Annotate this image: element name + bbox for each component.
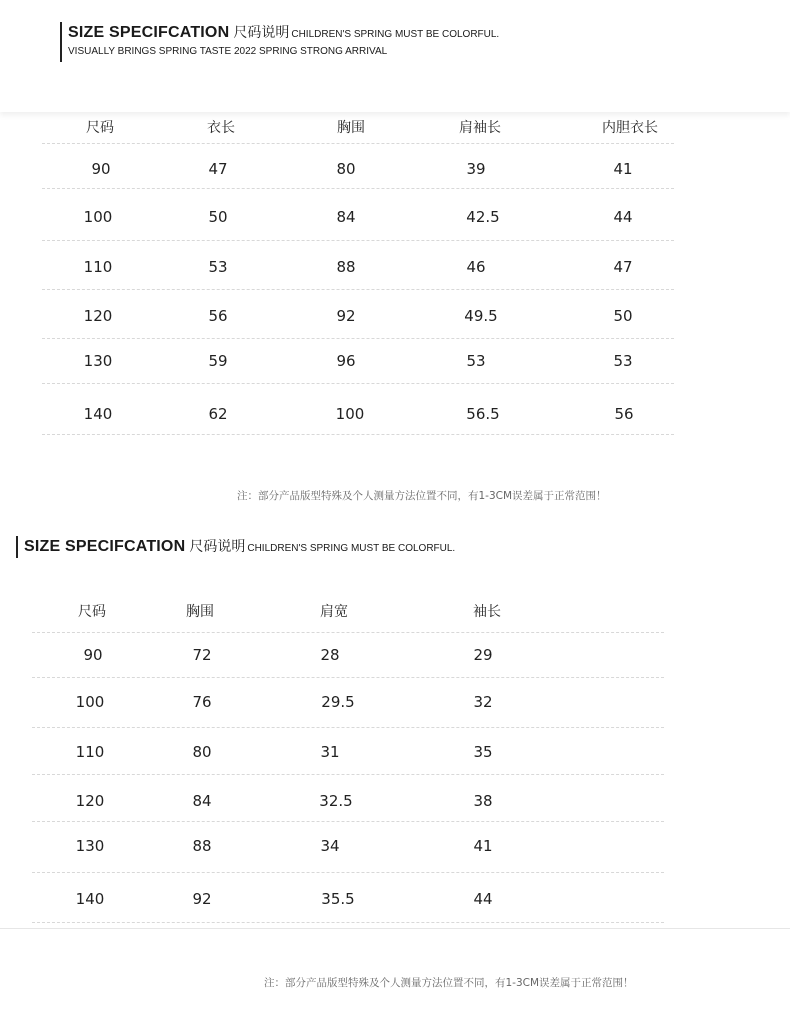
column-header: 袖长 <box>473 604 501 620</box>
table-cell: 100 <box>335 405 365 423</box>
table-cell: 38 <box>473 792 493 810</box>
section1-title-cn: 尺码说明 <box>233 25 290 41</box>
section2-tagline: CHILDREN'S SPRING MUST BE COLORFUL. <box>247 543 456 554</box>
table-cell: 53 <box>613 352 633 370</box>
table-cell: 100 <box>83 208 113 226</box>
table-cell: 90 <box>91 160 111 178</box>
table-cell: 80 <box>192 743 212 761</box>
table-cell: 31 <box>320 743 340 761</box>
row-separator <box>32 922 664 923</box>
section1-title-en: SIZE SPECIFCATION <box>68 24 230 41</box>
table-cell: 110 <box>75 743 105 761</box>
table-cell: 92 <box>336 307 356 325</box>
table-cell: 84 <box>192 792 212 810</box>
table-cell: 49.5 <box>464 307 498 325</box>
table-row <box>0 779 790 823</box>
column-header: 肩袖长 <box>459 120 501 136</box>
table-cell: 53 <box>466 352 486 370</box>
table-cell: 80 <box>336 160 356 178</box>
row-separator <box>32 727 664 728</box>
section2-title-cn: 尺码说明 <box>189 539 246 555</box>
column-header: 尺码 <box>78 604 106 620</box>
table-cell: 56 <box>614 405 634 423</box>
table-row <box>0 633 790 677</box>
row-separator <box>32 677 664 678</box>
table-cell: 50 <box>613 307 633 325</box>
row-separator <box>32 821 664 822</box>
table-cell: 32.5 <box>319 792 353 810</box>
table-cell: 96 <box>336 352 356 370</box>
table-cell: 44 <box>613 208 633 226</box>
table-cell: 29.5 <box>321 693 355 711</box>
table-header-row <box>0 590 790 634</box>
table-cell: 59 <box>208 352 228 370</box>
table-row <box>0 877 790 921</box>
table-row <box>0 824 790 868</box>
column-header: 胸围 <box>337 120 365 136</box>
section1-tagline: CHILDREN'S SPRING MUST BE COLORFUL. <box>291 29 500 40</box>
table-cell: 120 <box>75 792 105 810</box>
section1-note: 注：部分产品版型特殊及个人测量方法位置不同，有1-3CM误差属于正常范围！ <box>237 490 607 502</box>
column-header: 肩宽 <box>320 604 348 620</box>
table-cell: 130 <box>75 837 105 855</box>
table-cell: 140 <box>83 405 113 423</box>
table-cell: 84 <box>336 208 356 226</box>
table-row <box>0 680 790 724</box>
table-cell: 53 <box>208 258 228 276</box>
table-cell: 35.5 <box>321 890 355 908</box>
table-cell: 56.5 <box>466 405 500 423</box>
section2-title-en: SIZE SPECIFCATION <box>24 538 186 555</box>
bottom-divider <box>0 928 790 929</box>
table-cell: 47 <box>613 258 633 276</box>
table-cell: 90 <box>83 646 103 664</box>
section2-note: 注：部分产品版型特殊及个人测量方法位置不同，有1-3CM误差属于正常范围！ <box>264 977 634 989</box>
column-header: 衣长 <box>207 120 235 136</box>
table-cell: 44 <box>473 890 493 908</box>
table-cell: 34 <box>320 837 340 855</box>
table-cell: 88 <box>192 837 212 855</box>
table-cell: 140 <box>75 890 105 908</box>
row-separator <box>32 872 664 873</box>
table-cell: 28 <box>320 646 340 664</box>
table-cell: 56 <box>208 307 228 325</box>
table-cell: 47 <box>208 160 228 178</box>
table-row <box>0 730 790 774</box>
table-cell: 39 <box>466 160 486 178</box>
table-cell: 62 <box>208 405 228 423</box>
row-separator <box>32 774 664 775</box>
table-cell: 110 <box>83 258 113 276</box>
table-cell: 120 <box>83 307 113 325</box>
column-header: 胸围 <box>186 604 214 620</box>
table-cell: 32 <box>473 693 493 711</box>
table-cell: 92 <box>192 890 212 908</box>
table-cell: 50 <box>208 208 228 226</box>
table-cell: 88 <box>336 258 356 276</box>
table-cell: 100 <box>75 693 105 711</box>
table-cell: 76 <box>192 693 212 711</box>
table-cell: 42.5 <box>466 208 500 226</box>
table-cell: 29 <box>473 646 493 664</box>
table-cell: 41 <box>613 160 633 178</box>
table-cell: 130 <box>83 352 113 370</box>
table-cell: 41 <box>473 837 493 855</box>
table-cell: 46 <box>466 258 486 276</box>
section1-subtitle: VISUALLY BRINGS SPRING TASTE 2022 SPRING STRONG ARRIVAL <box>68 46 388 57</box>
column-header: 内胆衣长 <box>602 120 658 136</box>
table-cell: 35 <box>473 743 493 761</box>
column-header: 尺码 <box>86 120 114 136</box>
table-cell: 72 <box>192 646 212 664</box>
